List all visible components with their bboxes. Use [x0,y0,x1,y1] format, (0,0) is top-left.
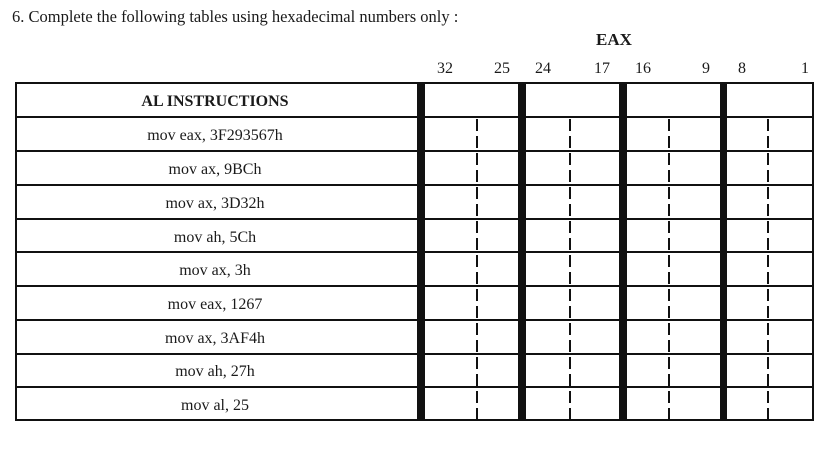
instruction-row: mov al, 25 [181,397,249,414]
question-text: 6. Complete the following tables using hexadecimal numbers only : [12,7,459,26]
bit-label-24: 24 [535,60,551,77]
instruction-row: mov ax, 3h [179,262,251,279]
instruction-row: mov ah, 27h [175,363,255,380]
table-header: AL INSTRUCTIONS [141,93,289,110]
bit-label-16: 16 [635,60,651,77]
instruction-row: mov ax, 3AF4h [165,330,265,347]
bit-label-1: 1 [801,60,809,77]
register-label: EAX [596,30,632,49]
bit-label-9: 9 [702,60,710,77]
instruction-row: mov ax, 9BCh [168,161,262,178]
bit-label-25: 25 [494,60,510,77]
instruction-row: mov ax, 3D32h [165,195,265,212]
instruction-row: mov eax, 1267 [167,296,263,313]
instruction-row: mov eax, 3F293567h [147,127,283,144]
bit-label-8: 8 [738,60,746,77]
bit-label-32: 32 [437,60,453,77]
bit-label-17: 17 [594,60,610,77]
instruction-row: mov ah, 5Ch [173,229,257,246]
